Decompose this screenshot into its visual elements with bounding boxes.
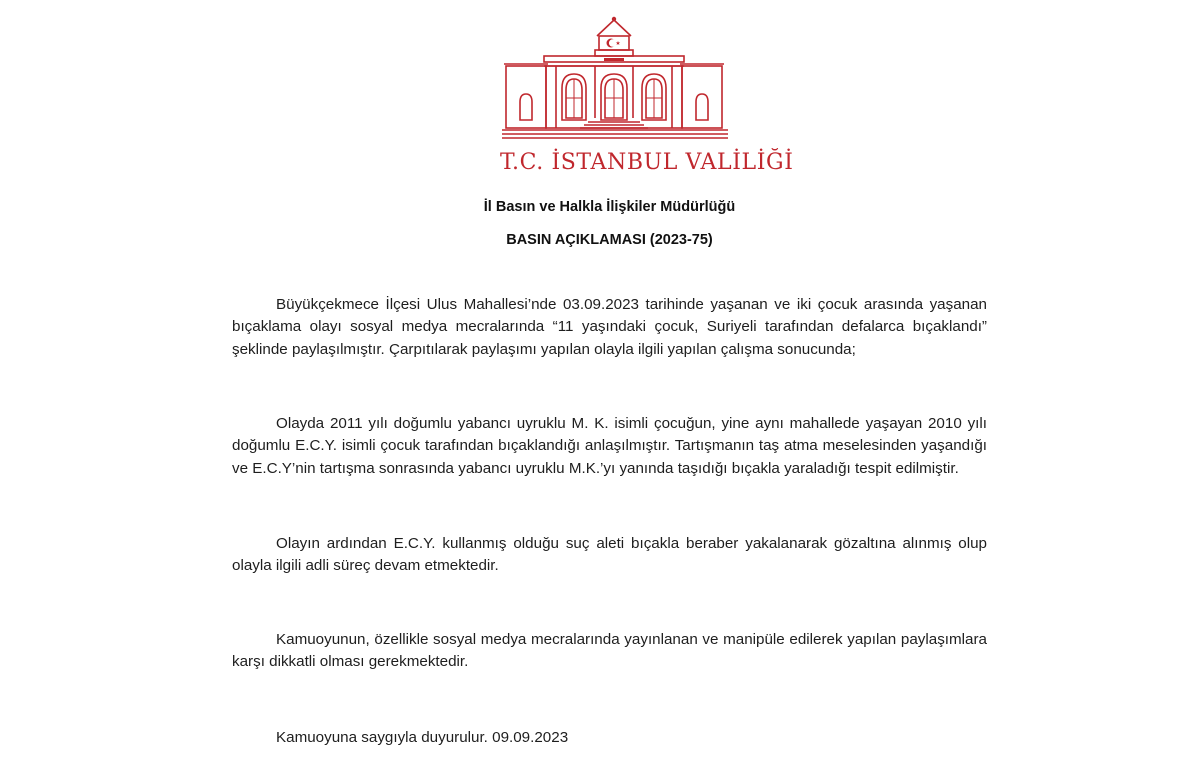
release-title: BASIN AÇIKLAMASI (2023-75) (506, 232, 713, 248)
closing-line: Kamuoyuna saygıyla duyurulur. 09.09.2023 (276, 729, 569, 746)
paragraph-2: Olayda 2011 yılı doğumlu yabancı uyruklu M. K. isimli çocuğun, yine aynı mahallede yaşayan 2010 yılı doğumlu E.C.Y. isimli çocuk tarafından bıçaklandığı anlaşılmıştır. Tartışmanın taş atma meselesinden yaşandığı ve E.C.Y’nin tartışma sonrasında yabancı uyruklu M.K.’yı yanında taşıdığı bıçakla yaraladığı tespit edilmiştir. (232, 415, 987, 477)
paragraph-4: Kamuoyunun, özellikle sosyal medya mecralarında yayınlanan ve manipüle edilerek yapılan paylaşımlara karşı dikkatli olması gerekmektedir. (232, 631, 987, 671)
paragraph-1: Büyükçekmece İlçesi Ulus Mahallesi’nde 03.09.2023 tarihinde yaşanan ve iki çocuk arasında yaşanan bıçaklama olayı sosyal medya mecralarında “11 yaşındaki çocuk, Suriyeli tarafından defalarca bıçaklandı” şeklinde paylaşılmıştır. Çarpıtılarak paylaşımı yapılan olayla ilgili yapılan çalışma sonucunda; (232, 296, 987, 358)
paragraph-3: Olayın ardından E.C.Y. kullanmış olduğu suç aleti bıçakla beraber yakalanarak gözaltına alınmış olup olayla ilgili adli süreç devam etmektedir. (232, 535, 987, 575)
logo-text: T.C. İSTANBUL VALİLİĞİ (500, 150, 794, 175)
governorship-building-icon (500, 14, 730, 149)
istanbul-governorship-logo (500, 14, 794, 182)
department-heading: İl Basın ve Halkla İlişkiler Müdürlüğü (483, 199, 736, 215)
